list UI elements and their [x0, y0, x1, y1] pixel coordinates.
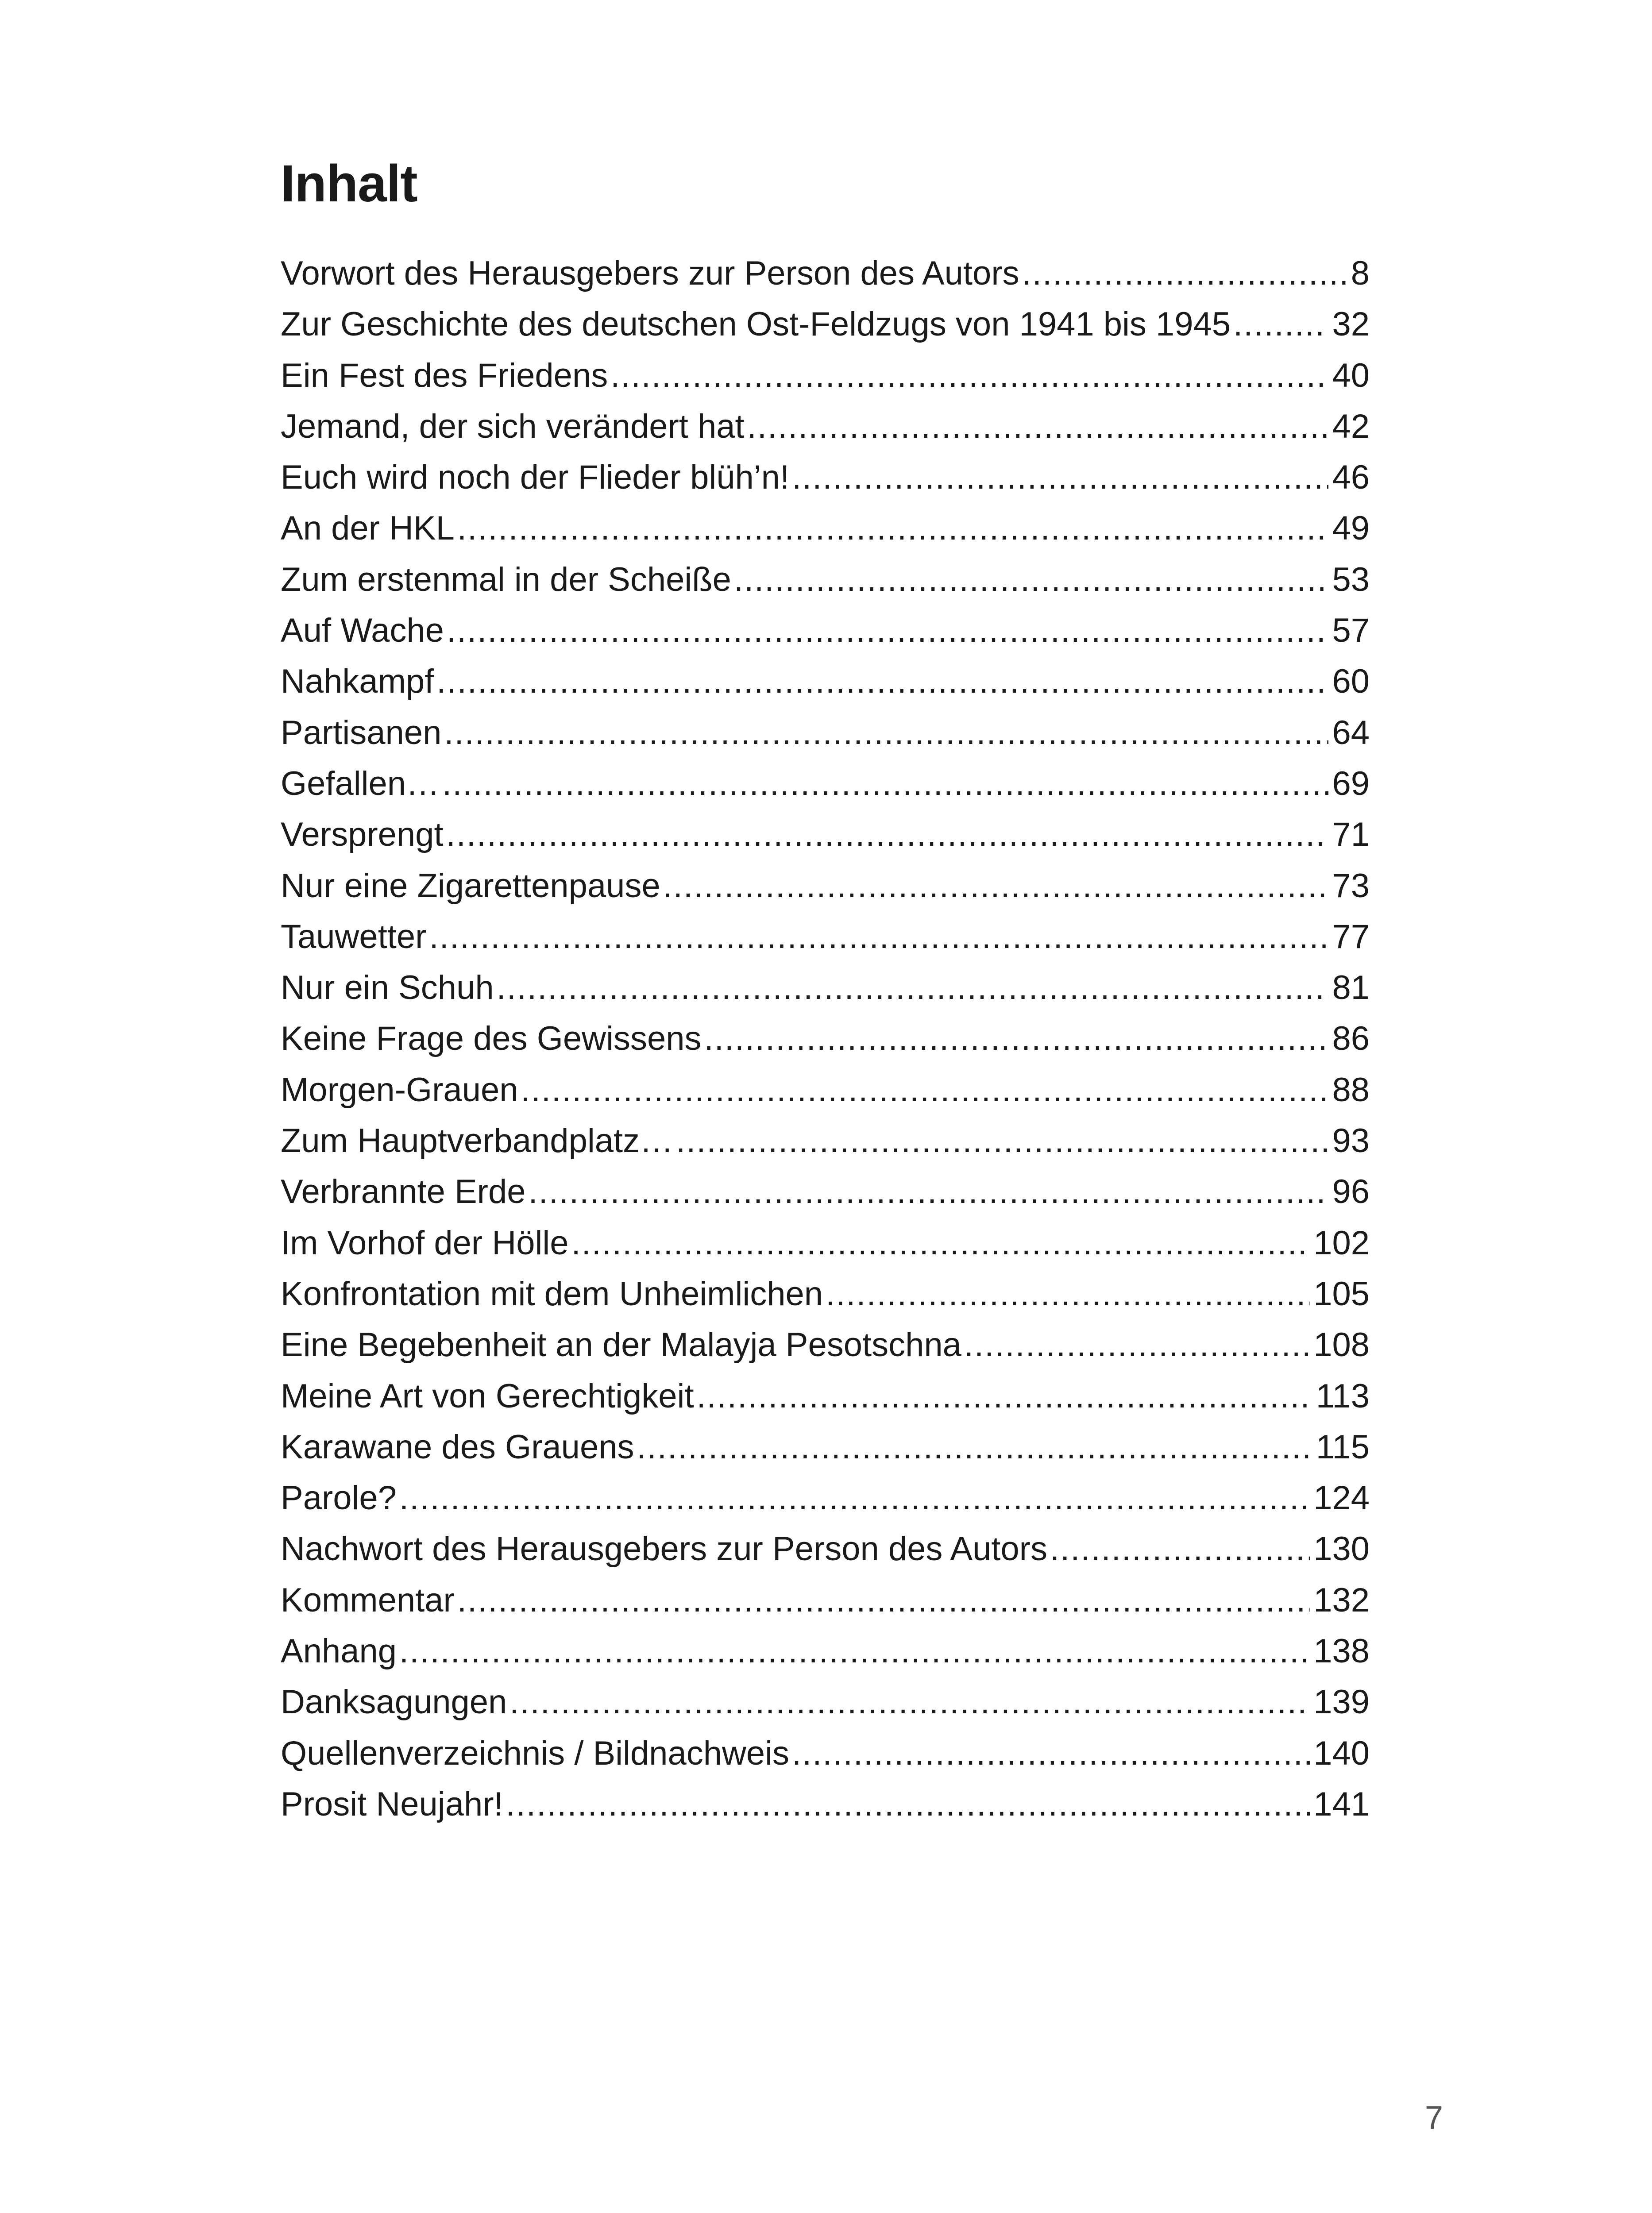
toc-entry: [281, 1115, 1370, 1166]
toc-entry-title: Kommentar: [281, 1581, 455, 1619]
toc-entry-page: 71: [1332, 816, 1370, 854]
toc-entry: [281, 656, 1370, 707]
toc-entry-title: Im Vorhof der Hölle: [281, 1224, 569, 1262]
dot-leader: [521, 1064, 1329, 1115]
dot-leader: [697, 1371, 1312, 1422]
dot-leader: [663, 860, 1329, 911]
dot-leader: [826, 1268, 1310, 1319]
dot-leader: [637, 1422, 1312, 1473]
toc-entry: [281, 1422, 1370, 1473]
toc-entry: [281, 1728, 1370, 1779]
dot-leader: [571, 1218, 1310, 1268]
toc-entry-page: 46: [1332, 459, 1370, 497]
toc-entry: [281, 1166, 1370, 1217]
dot-leader: [399, 1473, 1310, 1523]
toc-entry: [281, 707, 1370, 758]
dot-leader: [964, 1319, 1310, 1370]
toc-entry-title: Nur ein Schuh: [281, 969, 494, 1007]
toc-entry: [281, 605, 1370, 656]
toc-entry: [281, 350, 1370, 401]
toc-entry-title: Zum Hauptverbandplatz…: [281, 1122, 674, 1160]
toc-entry: [281, 758, 1370, 809]
toc-entry-page: 53: [1332, 560, 1370, 598]
toc-entry-page: 124: [1313, 1479, 1370, 1517]
dot-leader: [610, 350, 1328, 401]
toc-entry-page: 73: [1332, 867, 1370, 905]
toc-entry-page: 88: [1332, 1071, 1370, 1109]
toc-entry-page: 96: [1332, 1173, 1370, 1211]
toc-entry-page: 102: [1313, 1224, 1370, 1262]
dot-leader: [747, 401, 1329, 452]
toc-entry-page: 49: [1332, 509, 1370, 547]
dot-leader: [436, 656, 1328, 707]
dot-leader: [447, 605, 1329, 656]
toc-entry-title: Versprengt: [281, 816, 444, 854]
toc-entry-page: 140: [1313, 1734, 1370, 1772]
toc-entry-title: Eine Begebenheit an der Malayja Pesotschna: [281, 1326, 961, 1364]
toc-entry: [281, 1013, 1370, 1064]
toc-entry-title: Jemand, der sich verändert hat: [281, 407, 745, 445]
toc-entry-title: Euch wird noch der Flieder blüh’n!: [281, 459, 790, 497]
page-number: 7: [1424, 2099, 1443, 2136]
toc-entry-page: 115: [1316, 1428, 1370, 1466]
toc-entry-page: 132: [1313, 1581, 1370, 1619]
toc-entry-page: 138: [1313, 1632, 1370, 1670]
toc-entry-title: Quellenverzeichnis / Bildnachweis: [281, 1734, 790, 1772]
dot-leader: [457, 1575, 1310, 1626]
toc-entry: [281, 809, 1370, 860]
toc-entry-title: Parole?: [281, 1479, 397, 1517]
dot-leader: [444, 707, 1328, 758]
toc-entry-title: Morgen-Grauen: [281, 1071, 518, 1109]
dot-leader: [1022, 248, 1347, 299]
toc-entry-page: 93: [1332, 1122, 1370, 1160]
dot-leader: [1233, 299, 1328, 350]
toc-entry-page: 113: [1316, 1377, 1370, 1415]
toc-entry: [281, 1371, 1370, 1422]
toc-entry-title: Prosit Neujahr!: [281, 1785, 503, 1823]
toc-entry: [281, 452, 1370, 503]
toc-entry: [281, 1779, 1370, 1830]
toc-entry-page: 42: [1332, 407, 1370, 445]
toc-entry-title: Verbrannte Erde: [281, 1173, 526, 1211]
toc-entry: [281, 1523, 1370, 1574]
toc-entry-title: Vorwort des Herausgebers zur Person des Autors: [281, 254, 1019, 292]
toc-entry: [281, 860, 1370, 911]
toc-entry-page: 64: [1332, 713, 1370, 752]
toc-entry-page: 60: [1332, 663, 1370, 701]
toc-entry-page: 8: [1351, 254, 1370, 292]
toc-entry-page: 77: [1332, 918, 1370, 956]
page-title: Inhalt: [281, 154, 417, 213]
toc-entry: [281, 1268, 1370, 1319]
toc-entry-title: Karawane des Grauens: [281, 1428, 634, 1466]
toc-entry: [281, 1473, 1370, 1523]
toc-entry-title: Meine Art von Gerechtigkeit: [281, 1377, 694, 1415]
toc-entry: [281, 1575, 1370, 1626]
toc-entry-page: 81: [1332, 969, 1370, 1007]
toc-entry: [281, 1677, 1370, 1727]
dot-leader: [529, 1166, 1329, 1217]
table-of-contents: [281, 248, 1370, 1830]
toc-entry-page: 86: [1332, 1020, 1370, 1058]
toc-entry-page: 69: [1332, 764, 1370, 802]
toc-entry: [281, 1064, 1370, 1115]
toc-entry: [281, 503, 1370, 554]
dot-leader: [497, 962, 1329, 1013]
toc-entry-title: Tauwetter: [281, 918, 427, 956]
toc-entry-title: Gefallen…: [281, 764, 440, 802]
toc-entry-page: 130: [1313, 1530, 1370, 1568]
dot-leader: [792, 1728, 1310, 1779]
dot-leader: [442, 758, 1328, 809]
toc-entry-title: Keine Frage des Gewissens: [281, 1020, 702, 1058]
toc-entry-title: Danksagungen: [281, 1683, 507, 1721]
toc-entry-page: 105: [1313, 1275, 1370, 1313]
toc-entry-title: Zum erstenmal in der Scheiße: [281, 560, 731, 598]
toc-entry-page: 32: [1332, 305, 1370, 343]
toc-entry-title: Nur eine Zigarettenpause: [281, 867, 660, 905]
toc-entry: [281, 1319, 1370, 1370]
toc-entry-title: Partisanen: [281, 713, 442, 752]
toc-entry: [281, 248, 1370, 299]
toc-entry: [281, 962, 1370, 1013]
toc-entry-title: Anhang: [281, 1632, 397, 1670]
toc-entry-title: Zur Geschichte des deutschen Ost-Feldzugs von 1941 bis 1945: [281, 305, 1231, 343]
toc-entry: [281, 401, 1370, 452]
toc-entry: [281, 554, 1370, 605]
toc-entry: [281, 1218, 1370, 1268]
dot-leader: [676, 1115, 1328, 1166]
dot-leader: [446, 809, 1329, 860]
dot-leader: [509, 1677, 1310, 1727]
toc-entry-title: An der HKL: [281, 509, 455, 547]
dot-leader: [1050, 1523, 1310, 1574]
toc-entry-title: Nachwort des Herausgebers zur Person des Autors: [281, 1530, 1047, 1568]
toc-entry-title: Auf Wache: [281, 612, 444, 650]
toc-entry-page: 108: [1313, 1326, 1370, 1364]
dot-leader: [457, 503, 1329, 554]
dot-leader: [734, 554, 1329, 605]
toc-entry: [281, 1626, 1370, 1677]
toc-entry-title: Konfrontation mit dem Unheimlichen: [281, 1275, 823, 1313]
toc-entry: [281, 299, 1370, 350]
dot-leader: [704, 1013, 1328, 1064]
dot-leader: [792, 452, 1328, 503]
dot-leader: [399, 1626, 1310, 1677]
dot-leader: [429, 911, 1329, 962]
toc-entry-page: 40: [1332, 356, 1370, 394]
toc-entry-page: 57: [1332, 612, 1370, 650]
toc-entry: [281, 911, 1370, 962]
toc-entry-title: Ein Fest des Friedens: [281, 356, 608, 394]
dot-leader: [506, 1779, 1310, 1830]
toc-entry-title: Nahkampf: [281, 663, 434, 701]
toc-entry-page: 141: [1313, 1785, 1370, 1823]
toc-entry-page: 139: [1313, 1683, 1370, 1721]
